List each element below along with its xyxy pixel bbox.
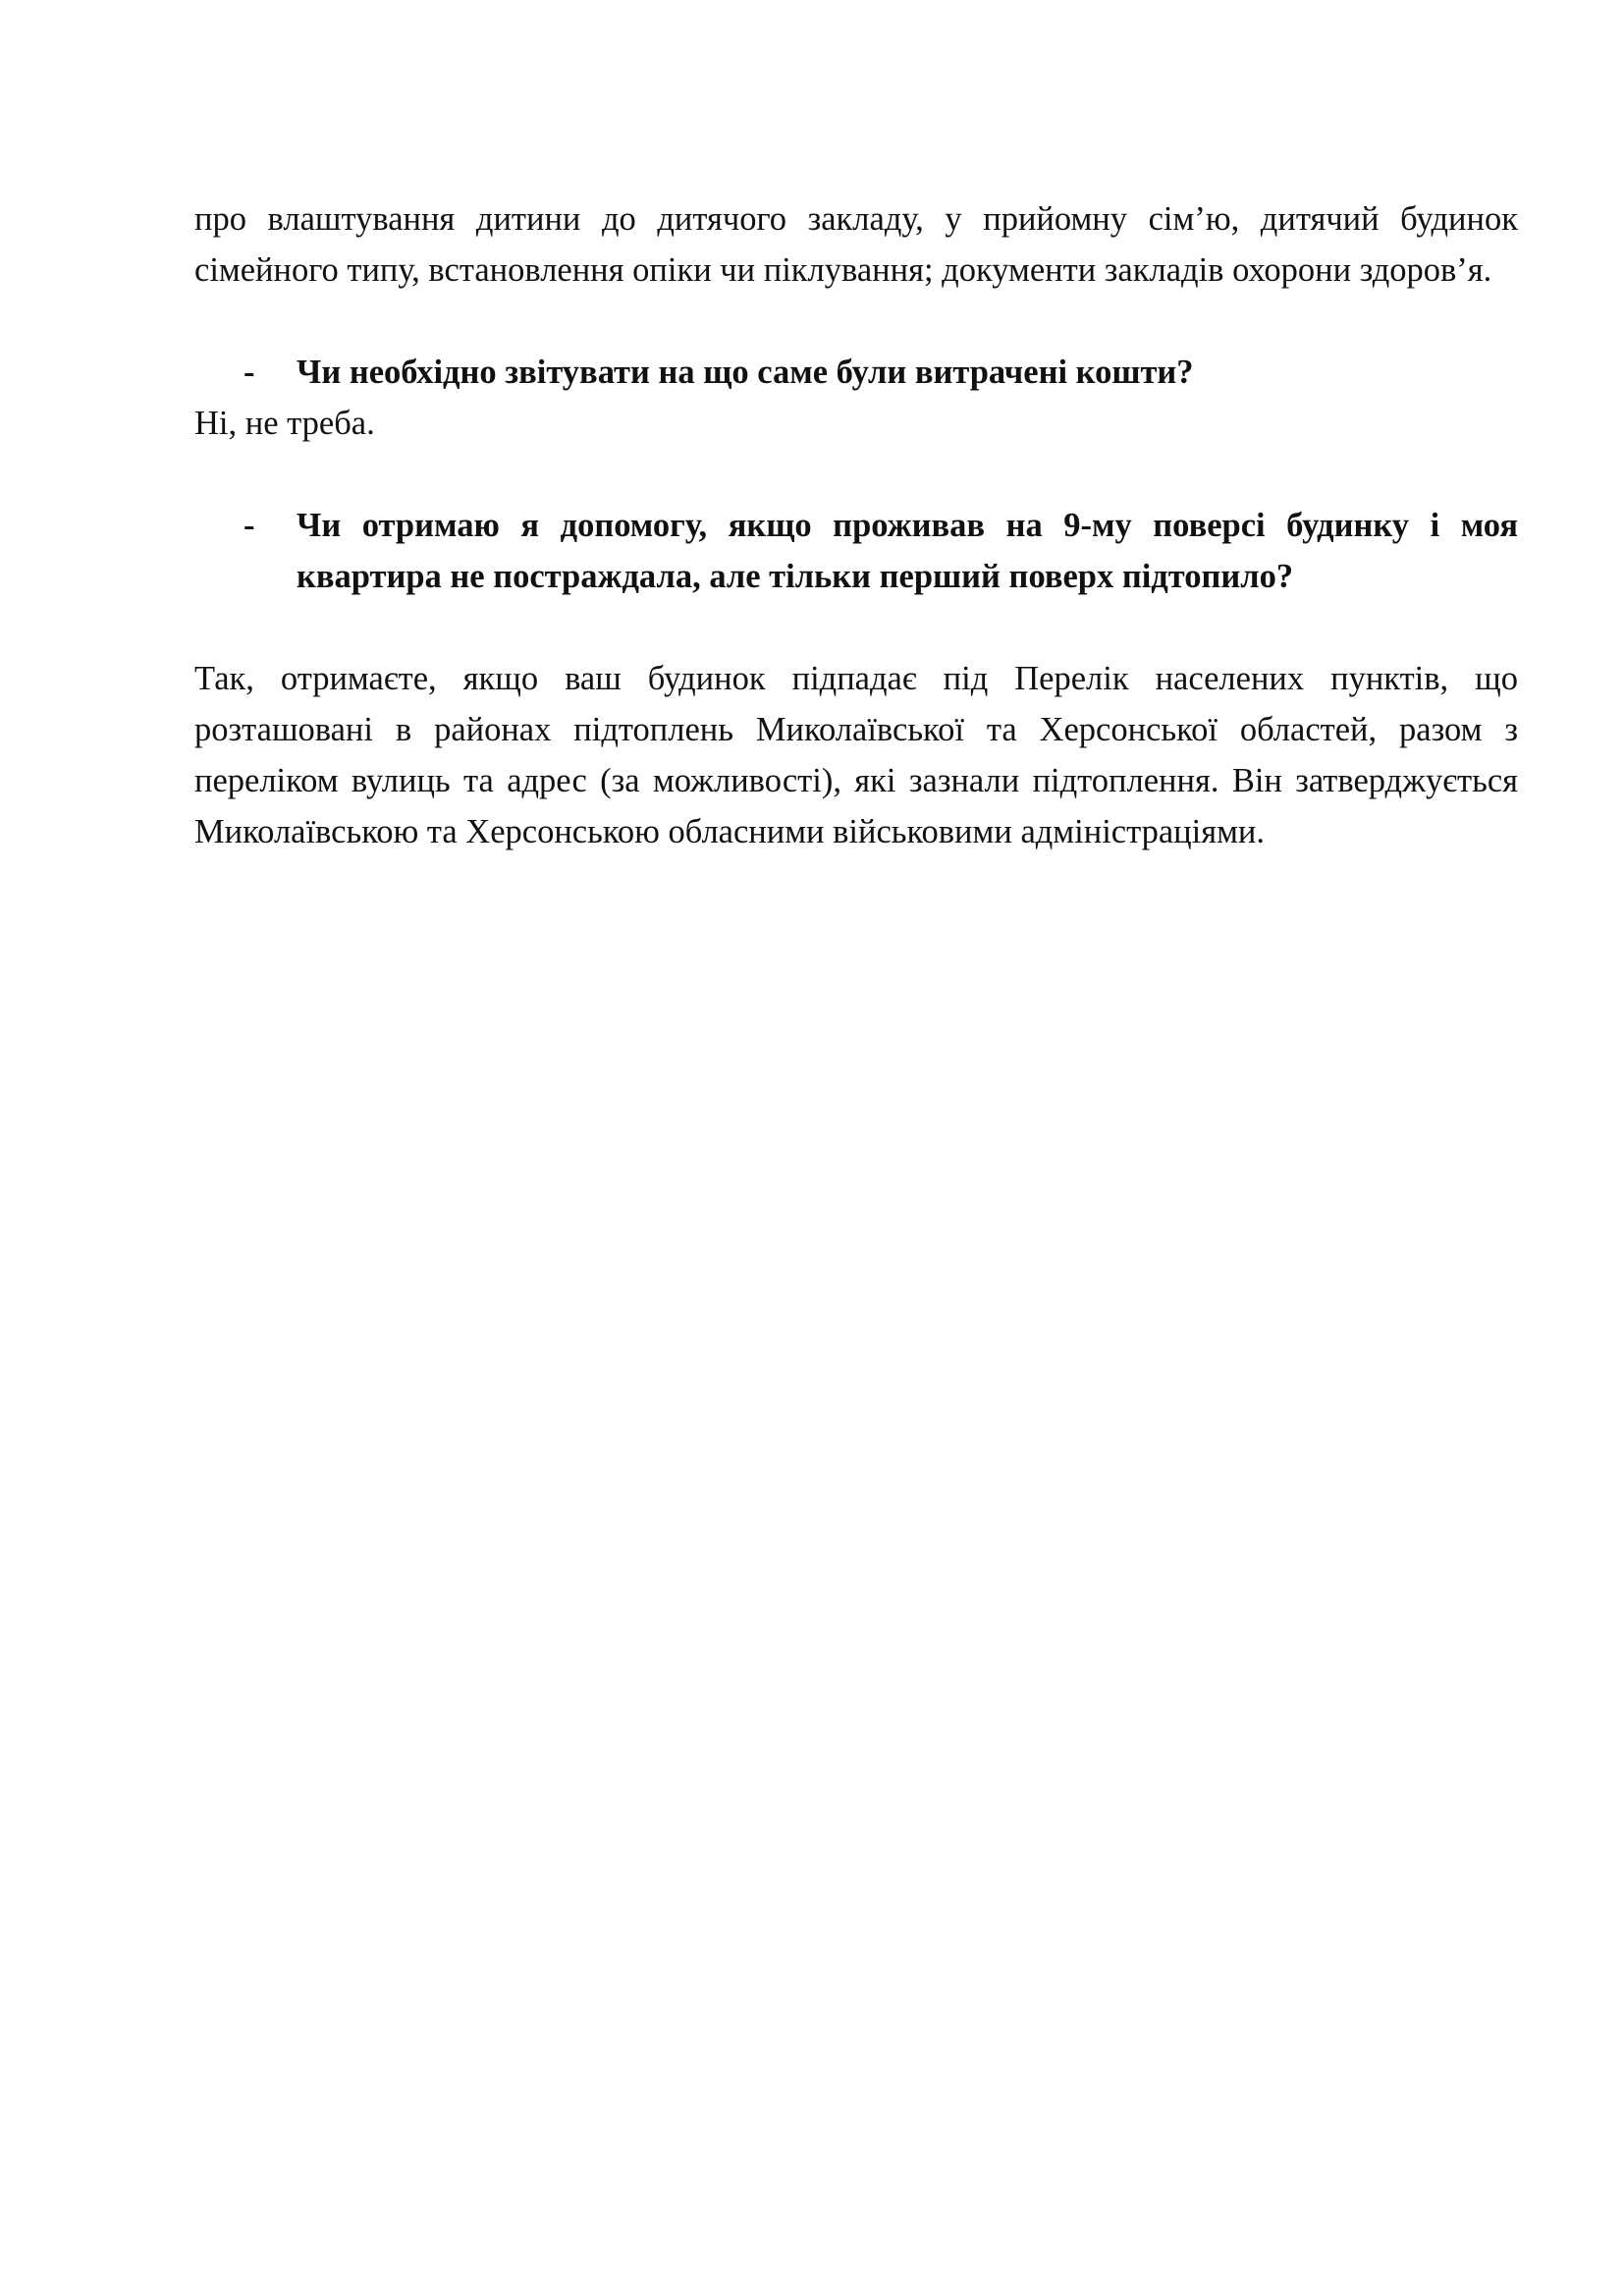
answer-paragraph-2: Так, отримаєте, якщо ваш будинок підпадає під Перелік населених пунктів, що розташовані в районах підтоплень Миколаївської та Херсонської областей, разом з переліком вулиць та адрес (за можливості), які зазнали підтоплення. Він затверджується Миколаївською та Херсонською обласними військовими адміністраціями. bbox=[194, 660, 1518, 850]
answer-paragraph-1: Ні, не треба. bbox=[194, 405, 375, 442]
question-heading-1: Чи необхідно звітувати на що саме були витрачені кошти? bbox=[297, 354, 1194, 391]
question-heading-2: Чи отримаю я допомогу, якщо проживав на 9-му поверсі будинку і моя квартира не постраждала, але тільки перший поверх підтопило? bbox=[297, 507, 1518, 595]
question-item-1 bbox=[194, 347, 1518, 398]
question-item-2 bbox=[194, 500, 1518, 602]
list-dash-marker: - bbox=[244, 507, 255, 544]
document-body bbox=[194, 193, 1518, 857]
list-dash-marker: - bbox=[244, 354, 255, 391]
paragraph-continuation: про влаштування дитини до дитячого закладу, у прийомну сім’ю, дитячий будинок сімейного типу, встановлення опіки чи піклування; документи закладів охорони здоров’я. bbox=[194, 200, 1518, 289]
